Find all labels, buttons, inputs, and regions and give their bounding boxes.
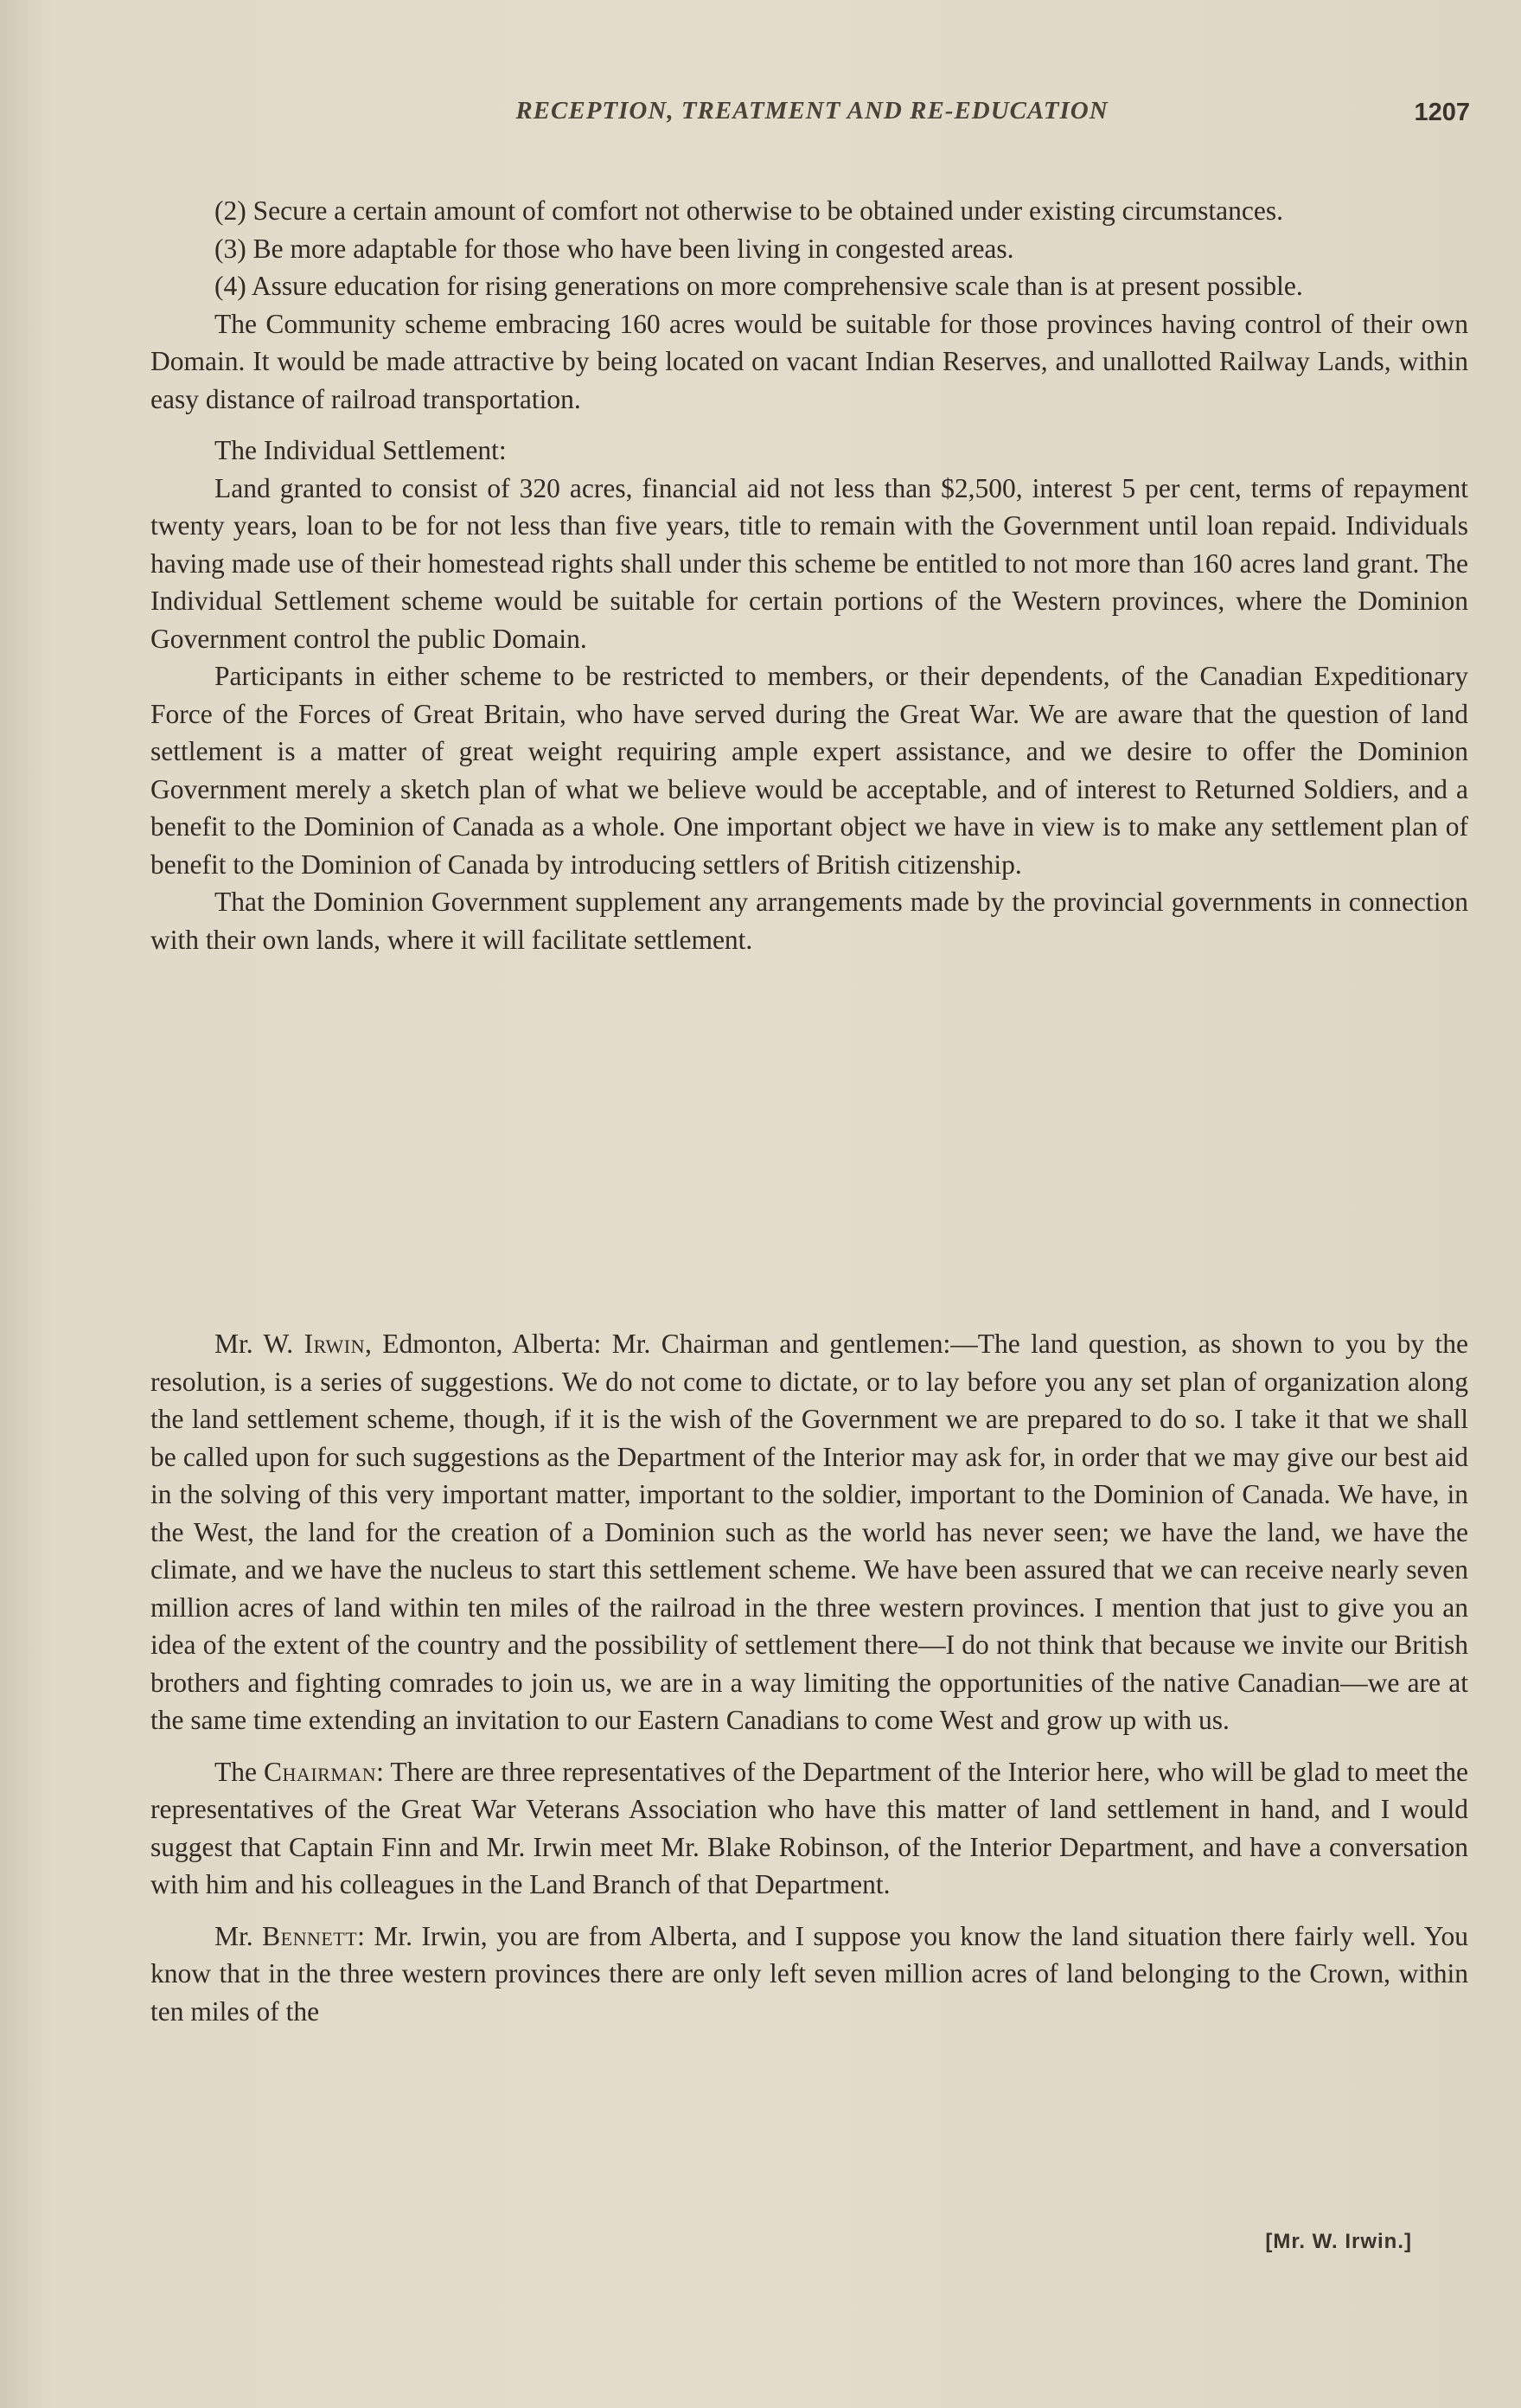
speech-prefix: The — [214, 1756, 265, 1787]
speaker-separator: : — [357, 1920, 374, 1951]
speech-text: Mr. Irwin, you are from Alberta, and I suppose you know the land situation there fairly well. You know that in the three western provinces there are only left seven million acres of land belonging to the Crown, within ten miles of the — [150, 1920, 1468, 2027]
speaker-affiliation: , Edmonton, Alberta: — [365, 1329, 612, 1359]
paragraph: (2) Secure a certain amount of comfort not otherwise to be obtained under existing circumstances. — [214, 195, 1283, 226]
page-header — [154, 97, 1470, 140]
speech-prefix: Mr. W. — [214, 1329, 304, 1359]
paragraph: Participants in either scheme to be restricted to members, or their dependents, of the Canadian Expeditionary Force of the Forces of Great Britain, who have served during the Great War. We are aware that the question of land settlement is a matter of great weight requiring ample expert assistance, and we desire to offer the Dominion Government merely a sketch plan of what we believe would be acceptable, and of interest to Returned Soldiers, and a benefit to the Dominion of Canada as a whole. One important object we have in view is to make any settlement plan of benefit to the Dominion of Canada by introducing settlers of British citizenship. — [150, 661, 1468, 880]
section-heading: The Individual Settlement: — [214, 435, 507, 465]
speech-text: Mr. Chairman and gentlemen:—The land question, as shown to you by the resolution, is a series of suggestions. We do not come to dictate, or to lay before you any set plan of organization along the land settlement scheme, though, if it is the wish of the Government we are prepared to do so. I take it that we shall be called upon for such suggestions as the Department of the Interior may ask for, in order that we may give our best aid in the solving of this very important matter, important to the soldier, important to the Dominion of Canada. We have, in the West, the land for the creation of a Dominion such as the world has never seen; we have the land, we have the climate, and we have the nucleus to start this settlement scheme. We have been assured that we can receive nearly seven million acres of land within ten miles of the railroad in the three western provinces. I mention that just to give you an idea of the extent of the country and the possibility of settlement there—I do not think that because we invite our British brothers and fighting comrades to join us, we are in a way limiting the opportunities of the native Canadian—we are at the same time extending an invitation to our Eastern Canadians to come West and grow up with us. — [150, 1329, 1469, 1735]
paragraph: The Community scheme embracing 160 acres would be suitable for those provinces having control of their own Domain. It would be made attractive by being located on vacant Indian Reserves, and unallotted Railway Lands, within easy distance of railroad transportation. — [150, 308, 1468, 414]
page-number: 1207 — [1414, 99, 1470, 126]
paragraph: (4) Assure education for rising generations on more comprehensive scale than is at present possible. — [214, 271, 1303, 301]
speech-chairman — [150, 1753, 1468, 1904]
speech-text: There are three representatives of the Department of the Interior here, who will be glad to meet the representatives of the Great War Veterans Association who have this matter of land settlement in hand, and I would suggest that Captain Finn and Mr. Irwin meet Mr. Blake Robinson, of the Interior Department, and have a conversation with him and his colleagues in the Land Branch of that Department. — [150, 1756, 1468, 1899]
resolution-text — [150, 192, 1468, 958]
speaker-footer-bracket: [Mr. W. Irwin.] — [1265, 2230, 1412, 2253]
speeches — [150, 1325, 1468, 2030]
speech-prefix: Mr. — [214, 1920, 263, 1951]
running-head: RECEPTION, TREATMENT AND RE-EDUCATION — [515, 97, 1109, 125]
paragraph: That the Dominion Government supplement any arrangements made by the provincial governments in connection with their own lands, where it will facilitate settlement. — [150, 887, 1468, 955]
speaker-name: Irwin — [304, 1329, 366, 1359]
speaker-name: Bennett — [262, 1920, 358, 1951]
paragraph: Land granted to consist of 320 acres, financial aid not less than $2,500, interest 5 per cent, terms of repayment twenty years, loan to be for not less than five years, title to remain with the Government until loan repaid. Individuals having made use of their homestead rights shall under this scheme be entitled to not more than 160 acres land grant. The Individual Settlement scheme would be suitable for certain portions of the Western provinces, where the Dominion Government control the public Domain. — [150, 472, 1468, 654]
speaker-name: Chairman — [264, 1756, 377, 1787]
speech-bennett — [150, 1918, 1468, 2031]
speaker-separator: : — [376, 1756, 391, 1787]
paragraph: (3) Be more adaptable for those who have been living in congested areas. — [214, 233, 1014, 264]
speech-irwin — [150, 1325, 1468, 1739]
